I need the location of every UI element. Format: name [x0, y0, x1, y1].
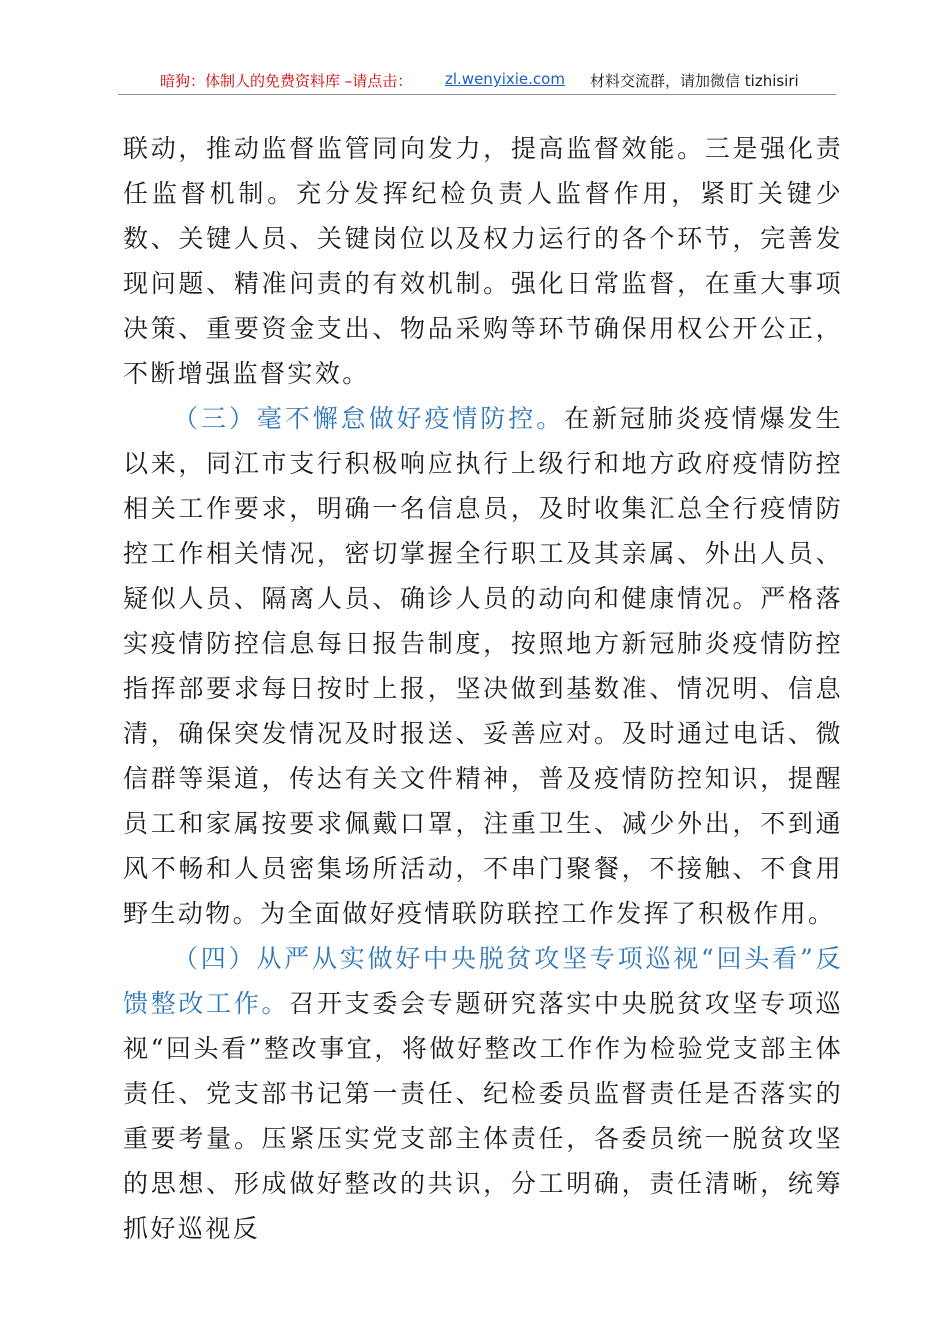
document-body [123, 126, 843, 1251]
header-ad-text: 暗狗：体制人的免费资料库 –请点击： [160, 72, 413, 90]
header-contact-text: 材料交流群，请加微信 tizhisiri [590, 72, 799, 90]
header-link[interactable]: zl.wenyixie.com [445, 70, 565, 88]
page-header [118, 64, 836, 95]
section-heading-3: （三）毫不懈怠做好疫情防控。 [173, 404, 565, 433]
paragraph-continuation [123, 126, 843, 396]
paragraph-body: 召开支委会专题研究落实中央脱贫攻坚专项巡视“回头看”整改事宜，将做好整改工作作为检验党支部主体责任、党支部书记第一责任、纪检委员监督责任是否落实的重要考量。压紧压实党支部主体责任，各委员统一脱贫攻坚的思想、形成做好整改的共识，分工明确，责任清晰，统筹抓好巡视反 [123, 989, 843, 1243]
paragraph-epidemic-prevention [123, 396, 843, 936]
paragraph-body: 在新冠肺炎疫情爆发生以来，同江市支行积极响应执行上级行和地方政府疫情防控相关工作要求，明确一名信息员，及时收集汇总全行疫情防控工作相关情况，密切掌握全行职工及其亲属、外出人员、疑似人员、隔离人员、确诊人员的动向和健康情况。严格落实疫情防控信息每日报告制度，按照地方新冠肺炎疫情防控指挥部要求每日按时上报，坚决做到基数准、情况明、信息清，确保突发情况及时报送、妥善应对。及时通过电话、微信群等渠道，传达有关文件精神，普及疫情防控知识，提醒员工和家属按要求佩戴口罩，注重卫生、减少外出，不到通风不畅和人员密集场所活动，不串门聚餐，不接触、不食用野生动物。为全面做好疫情联防联控工作发挥了积极作用。 [123, 404, 843, 928]
section-heading-4: （四）从严从实做好中央脱贫攻坚专项巡视“回头看”反馈整改工作。 [123, 944, 843, 1018]
paragraph-body: 联动，推动监督监管同向发力，提高监督效能。三是强化责任监督机制。充分发挥纪检负责人监督作用，紧盯关键少数、关键人员、关键岗位以及权力运行的各个环节，完善发现问题、精准问责的有效机制。强化日常监督，在重大事项决策、重要资金支出、物品采购等环节确保用权公开公正，不断增强监督实效。 [123, 134, 843, 388]
paragraph-inspection-rectification [123, 936, 843, 1251]
